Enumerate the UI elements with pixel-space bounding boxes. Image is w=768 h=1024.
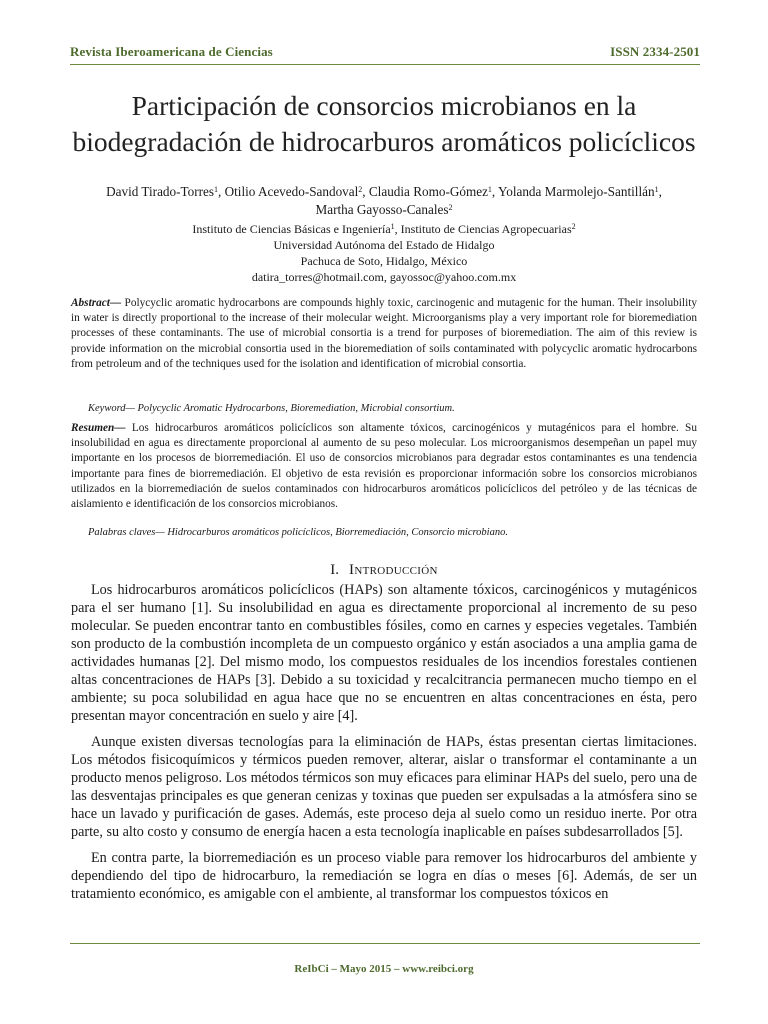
- author-name: , Yolanda Marmolejo-Santillán: [491, 184, 655, 199]
- affiliation-marker: 1: [654, 185, 659, 194]
- resumen-text: Los hidrocarburos aromáticos policíclicos son altamente tóxicos, carcinogénicos y mutagénicos para el hombre. Su insolubilidad en agua es directamente proporcional al aumento de su peso molecular. Los microorganismos desempeñan un papel muy importante en los procesos de biorremediación. El uso de consorcios microbianos para degradar estos contaminantes es una tendencia importante para fines de biorremediación. El objetivo de esta revisión es proporcionar información sobre los consorcios microbianos utilizados en la biorremediación de suelos contaminados con hidrocarburos aromáticos policíclicos del petróleo y de las técnicas de aislamiento e identificación de los consorcios microbianos.: [71, 422, 697, 511]
- institute-name: Instituto de Ciencias Básicas e Ingeniería: [192, 222, 391, 236]
- institute-line: [60, 221, 708, 237]
- author-line-2: [60, 201, 708, 219]
- page-footer: ReIbCi – Mayo 2015 – www.reibci.org: [294, 963, 474, 975]
- abstract-label: Abstract—: [71, 297, 122, 309]
- contact-emails: datira_torres@hotmail.com, gayossoc@yahoo.com.mx: [251, 270, 517, 284]
- issn-number: ISSN 2334-2501: [610, 44, 700, 59]
- author-list: [60, 183, 708, 219]
- running-header: [70, 44, 700, 60]
- paragraph: En contra parte, la biorremediación es un proceso viable para remover los hidrocarburos del ambiente y dependiendo del tipo de hidrocarburo, la remediación se logra en días o meses [6]. Además, de ser un tratamiento económico, es amigable con el ambiente, al transformar los compuestos tóxicos en: [71, 850, 697, 902]
- footer-rule: [70, 943, 700, 944]
- header-rule: [70, 64, 700, 65]
- university-name: Universidad Autónoma del Estado de Hidalgo: [273, 238, 495, 252]
- author-name: , Claudia Romo-Gómez: [362, 184, 488, 199]
- keywords: Keyword— Polycyclic Aromatic Hydrocarbons, Bioremediation, Microbial consortium.: [88, 403, 455, 414]
- paper-title: [60, 88, 708, 160]
- affiliation-marker: 2: [358, 185, 363, 194]
- affiliation-marker: 1: [214, 185, 219, 194]
- title-line-1: Participación de consorcios microbianos en la: [131, 90, 637, 121]
- abstract-text: Polycyclic aromatic hydrocarbons are compounds highly toxic, carcinogenic and mutagenic for the human. Their insolubility in water is directly proportional to the increase of their molecular weight. Microorganisms play a very important role for bioremediation processes of these contaminants. The use of microbial consortia is a trend for purposes of bioremediation. The aim of this review is provide information on the microbial consortia used in the bioremediation of soils contaminated with polycyclic aromatic hydrocarbons from petroleum and of the techniques used for the isolation and identification of microbial consortia.: [71, 297, 698, 370]
- affiliation-marker: 1: [487, 185, 492, 194]
- author-name: David Tirado-Torres: [106, 184, 215, 199]
- author-separator: ,: [658, 184, 662, 199]
- author-name: , Otilio Acevedo-Sandoval: [218, 184, 359, 199]
- institute-name: , Instituto de Ciencias Agropecuarias: [394, 222, 572, 236]
- section-title: Introducción: [349, 562, 438, 578]
- affiliation-marker: 2: [448, 203, 453, 212]
- section-heading: [0, 562, 768, 579]
- resumen: [71, 421, 697, 512]
- author-name: Martha Gayosso-Canales: [315, 202, 449, 217]
- author-line-1: [60, 183, 708, 201]
- affiliation-marker: 1: [390, 222, 395, 231]
- paragraph: Los hidrocarburos aromáticos policíclicos (HAPs) son altamente tóxicos, carcinogénicos y mutagénicos para el ser humano [1]. Su insolubilidad en agua es directamente proporcional al incremento de su peso molecular. Se pueden encontrar tanto en combustibles fósiles, como en carnes y especies vegetales. También son producto de la combustión incompleta de un compuesto orgánico y están asociados a una amplia gama de actividades humanas [2]. Del mismo modo, los compuestos residuales de los incendios forestales contienen altas concentraciones de HAPs [3]. Debido a su toxicidad y recalcitrancia permanecen mucho tiempo en el ambiente; su poca solubilidad en agua hace que no se encuentren en altas concentraciones en ésta, pero presentan mayor concentración en suelo y aire [4].: [71, 582, 697, 724]
- resumen-label: Resumen—: [71, 422, 126, 434]
- title-line-2: biodegradación de hidrocarburos aromáticos policíclicos: [72, 126, 696, 157]
- body-text: [71, 581, 697, 911]
- paragraph: Aunque existen diversas tecnologías para la eliminación de HAPs, éstas presentan ciertas limitaciones. Los métodos fisicoquímicos y térmicos pueden remover, alterar, aislar o transformar el contaminante a un producto menos peligroso. Los métodos térmicos son muy eficaces para eliminar HAPs del suelo, pero una de las desventajas principales es que generan cenizas y toxinas que pueden ser expulsadas a la atmósfera sino se hace un lavado y purificación de gases. Además, este proceso deja al suelo como un residuo inerte. Por otra parte, su alto costo y consumo de energía hacen a esta tecnología inaplicable en países subdesarrollados [5].: [71, 734, 697, 840]
- location: Pachuca de Soto, Hidalgo, México: [300, 254, 468, 268]
- affiliation-marker: 2: [571, 222, 576, 231]
- affiliation-block: [60, 221, 708, 285]
- palabras-claves: Palabras claves— Hidrocarburos aromáticos policíclicos, Biorremediación, Consorcio microbiano.: [88, 527, 508, 538]
- section-number: I.: [330, 562, 340, 578]
- journal-name: Revista Iberoamericana de Ciencias: [70, 44, 273, 59]
- abstract: [71, 296, 697, 372]
